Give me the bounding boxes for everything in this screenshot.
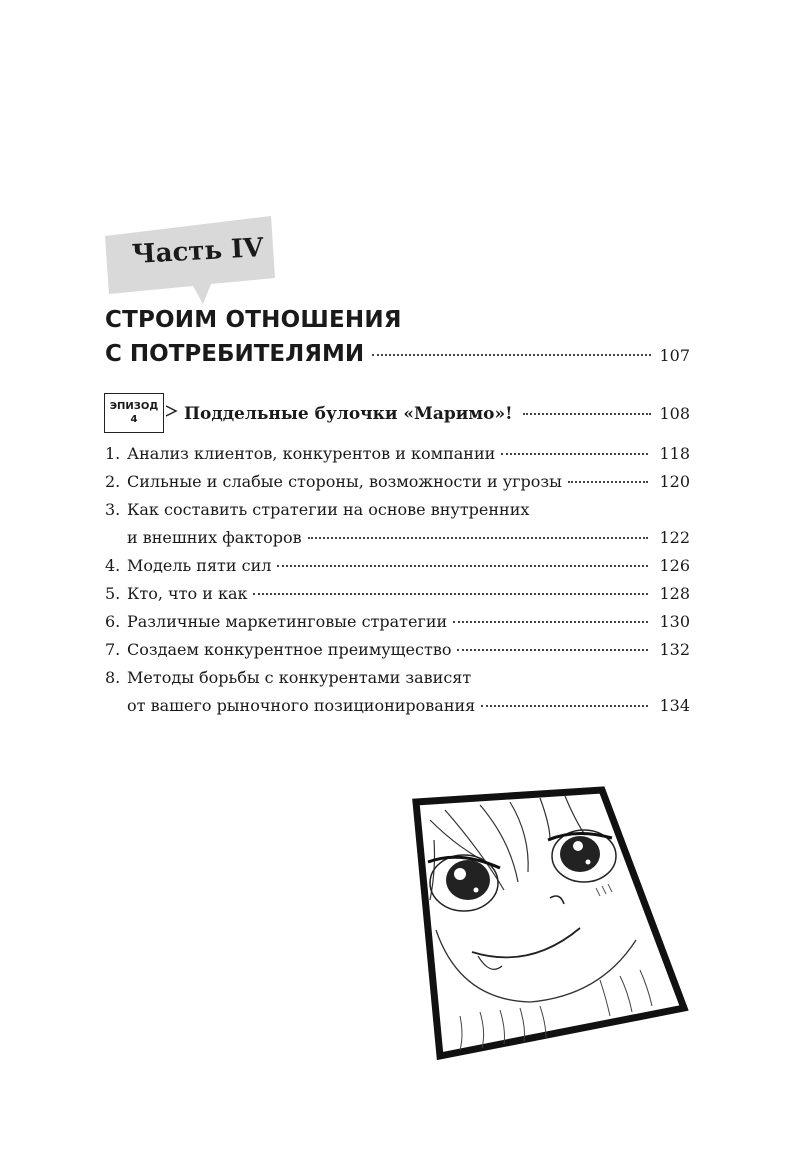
toc-item-page: 122 [659, 528, 690, 547]
toc-item-page: 118 [659, 444, 690, 463]
toc-item-page: 132 [659, 640, 690, 659]
dot-leader [253, 593, 648, 595]
dot-leader [453, 621, 648, 623]
toc-item-text: Различные маркетинговые стратегии [127, 612, 448, 631]
toc-item-text: Сильные и слабые стороны, возможности и угрозы [127, 472, 562, 491]
dot-leader [277, 565, 648, 567]
toc-item-6[interactable] [105, 608, 690, 636]
dot-leader [457, 649, 648, 651]
toc-item-number: 4. [105, 556, 121, 575]
toc-item-text: Как составить стратегии на основе внутренних [127, 500, 530, 519]
toc-item-page: 130 [659, 612, 690, 631]
toc-item-page: 128 [659, 584, 690, 603]
toc-item-page: 134 [659, 696, 690, 715]
chapter-title-line2: С ПОТРЕБИТЕЛЯМИ [105, 341, 365, 367]
dot-leader [523, 413, 652, 415]
toc-item-text-continued: от вашего рыночного позиционирования [127, 696, 476, 715]
toc-item-8-line2[interactable] [127, 692, 690, 720]
toc-item-text-continued: и внешних факторов [127, 528, 302, 547]
episode-badge-word: ЭПИЗОД [109, 401, 159, 412]
chapter-title-line1: СТРОИМ ОТНОШЕНИЯ [105, 307, 402, 333]
toc-item-page: 120 [659, 472, 690, 491]
toc-item-number: 5. [105, 584, 121, 603]
toc-item-8-line1[interactable] [105, 664, 471, 692]
toc-item-5[interactable] [105, 580, 690, 608]
chapter-title-row[interactable] [105, 338, 690, 372]
episode-badge [104, 393, 164, 433]
episode-page-number: 108 [659, 404, 690, 423]
toc-item-3-line2[interactable] [127, 524, 690, 552]
dot-leader [481, 705, 648, 707]
toc-item-text: Кто, что и как [127, 584, 248, 603]
toc-item-page: 126 [659, 556, 690, 575]
toc-item-number: 8. [105, 668, 121, 687]
toc-item-text: Модель пяти сил [127, 556, 272, 575]
toc-item-text: Анализ клиентов, конкурентов и компании [127, 444, 496, 463]
toc-item-text: Создаем конкурентное преимущество [127, 640, 452, 659]
toc-item-text: Методы борьбы с конкурентами зависят [127, 668, 472, 687]
chevron-right-icon [164, 404, 180, 418]
chapter-page-number: 107 [659, 346, 690, 365]
manga-illustration [400, 780, 700, 1074]
toc-item-number: 7. [105, 640, 121, 659]
dot-leader [308, 537, 648, 539]
toc-item-7[interactable] [105, 636, 690, 664]
dot-leader [372, 354, 651, 356]
toc-item-2[interactable] [105, 468, 690, 496]
toc-item-4[interactable] [105, 552, 690, 580]
toc-item-number: 2. [105, 472, 121, 491]
dot-leader [568, 481, 648, 483]
toc-item-number: 6. [105, 612, 121, 631]
toc-item-number: 3. [105, 500, 121, 519]
toc-item-3-line1[interactable] [105, 496, 529, 524]
part-label: Часть IV [131, 233, 265, 270]
toc-item-1[interactable] [105, 440, 690, 468]
dot-leader [501, 453, 648, 455]
episode-title: Поддельные булочки «Маримо»! [184, 404, 513, 424]
toc-item-number: 1. [105, 444, 121, 463]
episode-badge-number: 4 [130, 414, 138, 425]
episode-title-row[interactable] [184, 400, 690, 428]
